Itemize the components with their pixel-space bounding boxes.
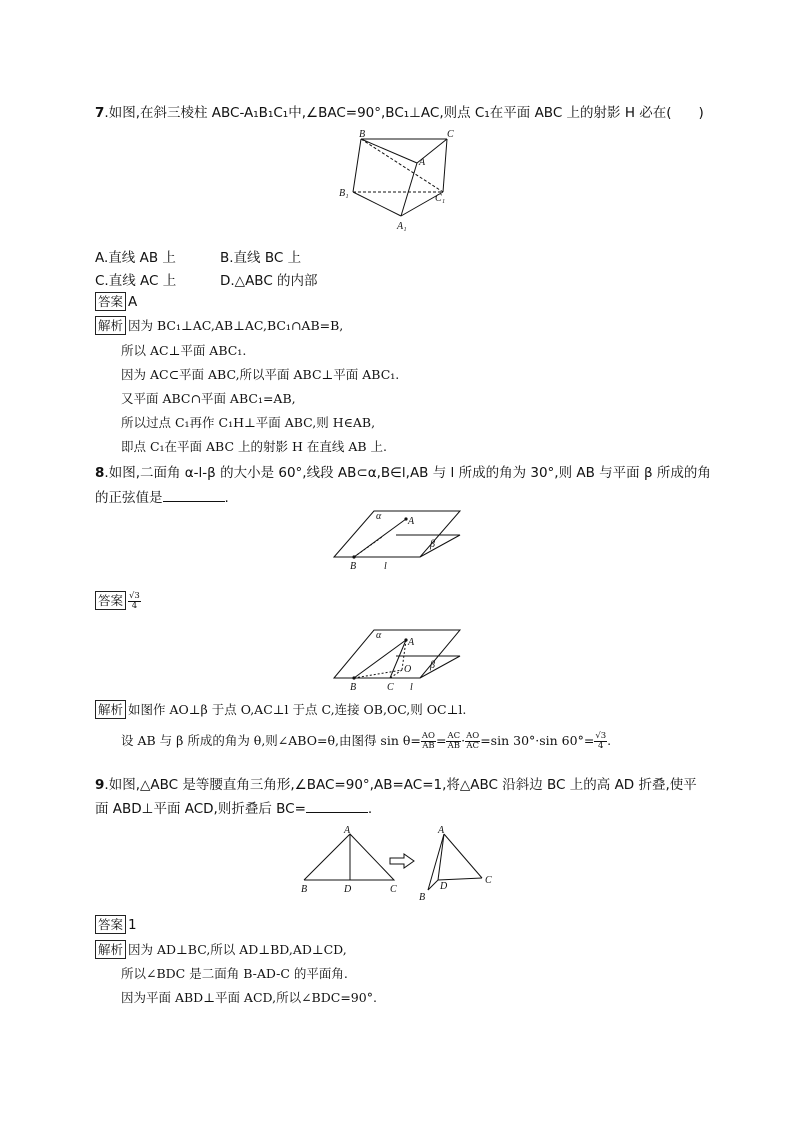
- q7-analysis-line-4: 又平面 ABC∩平面 ABC₁=AB,: [121, 391, 296, 406]
- q7-answer-tag: 答案: [95, 292, 126, 311]
- q7-stem: [95, 101, 704, 121]
- q8-frac-ao-ac: [465, 732, 480, 751]
- q9-analysis-row: [95, 940, 347, 959]
- q7-option-b[interactable]: B.直线 BC 上: [220, 250, 302, 266]
- q9-stem-line-1: [95, 773, 697, 793]
- q8-fig1-label-B: B: [350, 561, 357, 572]
- q8-frac-ac-ab: [446, 732, 461, 751]
- q8-frac-result: [594, 732, 607, 751]
- q9-answer-row: [95, 915, 137, 934]
- q8-dihedral-figure-1: [330, 507, 465, 572]
- q8-answer-tag: 答案: [95, 591, 126, 610]
- q9-right-label-C: C: [485, 875, 492, 886]
- q7-analysis-line-2: 所以 AC⊥平面 ABC₁.: [121, 343, 247, 358]
- q8-analysis-2-end: .: [607, 733, 612, 748]
- q8-fig2-label-B: B: [350, 682, 357, 693]
- q7-analysis-line-6: 即点 C₁在平面 ABC 上的射影 H 在直线 AB 上.: [121, 439, 387, 454]
- q9-folding-figure: [298, 822, 498, 904]
- q7-analysis-tag: 解析: [95, 316, 126, 335]
- q9-answer-blank[interactable]: [306, 800, 368, 813]
- q8-fig1-label-beta: β: [430, 539, 435, 550]
- q8-frac-ao-ab: [421, 732, 436, 751]
- q9-fold-arrow-icon: [390, 854, 414, 868]
- q8-fig2-label-C: C: [387, 682, 394, 693]
- q9-right-label-B: B: [419, 892, 426, 903]
- q8-fig2-label-beta: β: [430, 660, 435, 671]
- q8-f1-num: AO: [421, 731, 435, 741]
- q9-stem-text-2: 面 ABD⊥平面 ACD,则折叠后 BC=: [95, 801, 306, 817]
- q7-option-a[interactable]: A.直线 AB 上: [95, 250, 176, 266]
- q8-analysis-2a: 设 AB 与 β 所成的角为 θ,则∠ABO=θ,由图得 sin θ=: [121, 733, 421, 748]
- q7-analysis-row: [95, 316, 343, 335]
- q7-number: 7: [95, 105, 105, 121]
- q8-analysis-row: [95, 700, 466, 719]
- q9-analysis-line-3: 因为平面 ABD⊥平面 ACD,所以∠BDC=90°.: [121, 990, 377, 1005]
- q8-fig2-label-O: O: [404, 664, 412, 675]
- q8-f3-den: AC: [466, 741, 479, 751]
- q9-stem-end: .: [367, 801, 373, 817]
- q7-fig-label-A: A: [419, 157, 426, 168]
- q7-fig-label-A1: A₁: [397, 221, 407, 232]
- q8-analysis-line-2: [121, 731, 611, 751]
- q7-answer-row: [95, 292, 137, 311]
- q7-answer: A: [128, 294, 138, 310]
- q9-analysis-line-2: 所以∠BDC 是二面角 B-AD-C 的平面角.: [121, 966, 348, 981]
- q8-dihedral-figure-2: [330, 626, 465, 694]
- q7-analysis-line-3: 因为 AC⊂平面 ABC,所以平面 ABC⊥平面 ABC₁.: [121, 367, 400, 382]
- q9-analysis-tag: 解析: [95, 940, 126, 959]
- q7-option-d[interactable]: D.△ABC 的内部: [220, 273, 318, 289]
- q9-left-label-C: C: [390, 884, 397, 895]
- q8-eq: =: [435, 733, 447, 748]
- q8-stem-line-2: [95, 486, 229, 506]
- q8-fig1-label-A: A: [408, 516, 415, 527]
- q8-fig2-label-l: l: [410, 682, 413, 693]
- q8-f2-den: AB: [447, 741, 460, 751]
- q9-stem-line-2: [95, 797, 372, 817]
- q7-fig-label-B: B: [359, 129, 366, 140]
- q7-option-c[interactable]: C.直线 AC 上: [95, 273, 177, 289]
- q8-f1-den: AB: [422, 741, 435, 751]
- q8-answer-row: [95, 591, 141, 611]
- q8-analysis-2b: =sin 30°·sin 60°=: [480, 733, 595, 748]
- q9-stem-text-1: .如图,△ABC 是等腰直角三角形,∠BAC=90°,AB=AC=1,将△ABC 沿斜边 BC 上的高 AD 折叠,使平: [104, 777, 697, 793]
- q9-left-label-A: A: [344, 825, 351, 836]
- q9-right-label-D: D: [440, 881, 448, 892]
- q8-f4-den: 4: [598, 741, 604, 751]
- q8-fig2-label-A: A: [408, 637, 415, 648]
- q8-answer-num: √3: [129, 591, 140, 601]
- q8-analysis-line-1: 如图作 AO⊥β 于点 O,AC⊥l 于点 C,连接 OB,OC,则 OC⊥l.: [128, 702, 467, 717]
- q8-fig1-label-l: l: [384, 561, 387, 572]
- q9-right-label-A: A: [438, 825, 445, 836]
- q8-answer-blank[interactable]: [163, 489, 225, 502]
- q7-prism-figure: [335, 126, 465, 234]
- q7-stem-text: .如图,在斜三棱柱 ABC-A₁B₁C₁中,∠BAC=90°,BC₁⊥AC,则点 C₁在平面 ABC 上的射影 H 必在( ): [104, 105, 704, 121]
- q7-fig-label-B1: B₁: [339, 188, 349, 199]
- q8-f2-num: AC: [447, 731, 461, 741]
- q8-fig2-label-alpha: α: [376, 630, 382, 641]
- q8-dot: ·: [461, 733, 466, 748]
- q8-stem-line-1: [95, 461, 711, 481]
- q9-number: 9: [95, 777, 105, 793]
- q8-f4-num: √3: [595, 731, 607, 741]
- q8-fig1-label-alpha: α: [376, 511, 382, 522]
- q9-answer-tag: 答案: [95, 915, 126, 934]
- q8-answer-fraction: [128, 592, 141, 611]
- q9-left-label-D: D: [344, 884, 352, 895]
- q8-analysis-tag: 解析: [95, 700, 126, 719]
- q8-answer-den: 4: [131, 601, 138, 611]
- q9-analysis-line-1: 因为 AD⊥BC,所以 AD⊥BD,AD⊥CD,: [128, 942, 347, 957]
- q7-analysis-line-1: 因为 BC₁⊥AC,AB⊥AC,BC₁∩AB=B,: [128, 318, 344, 333]
- q8-f3-num: AO: [466, 731, 480, 741]
- q7-analysis-line-5: 所以过点 C₁再作 C₁H⊥平面 ABC,则 H∈AB,: [121, 415, 376, 430]
- q7-fig-label-C1: C₁: [435, 193, 446, 204]
- q9-left-label-B: B: [301, 884, 308, 895]
- q8-stem-text-1: .如图,二面角 α-l-β 的大小是 60°,线段 AB⊂α,B∈l,AB 与 l 所成的角为 30°,则 AB 与平面 β 所成的角: [104, 465, 711, 481]
- q8-stem-end: .: [224, 490, 229, 506]
- q9-answer: 1: [128, 917, 137, 933]
- q8-number: 8: [95, 465, 105, 481]
- q7-fig-label-C: C: [447, 129, 454, 140]
- q8-stem-text-2: 的正弦值是: [95, 490, 163, 506]
